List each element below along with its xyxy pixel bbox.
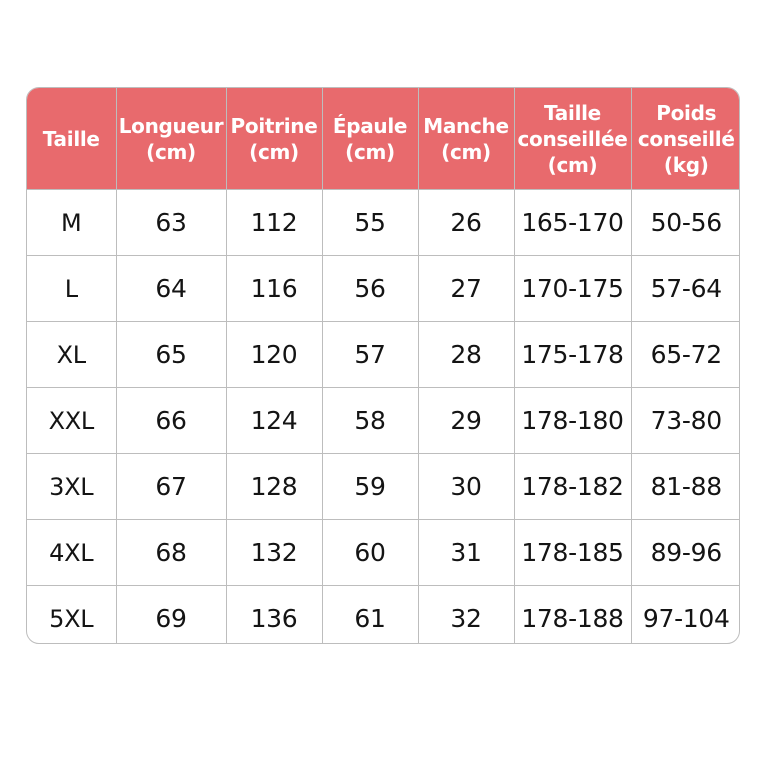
cell-epaule: 57 xyxy=(322,322,418,388)
cell-taille-conseillee: 178-188 xyxy=(514,586,631,645)
cell-longueur: 65 xyxy=(116,322,226,388)
table-row xyxy=(27,190,740,256)
cell-epaule: 58 xyxy=(322,388,418,454)
header-line: Poitrine xyxy=(230,113,318,138)
cell-poitrine: 132 xyxy=(226,520,322,586)
cell-manche: 28 xyxy=(418,322,514,388)
cell-longueur: 69 xyxy=(116,586,226,645)
cell-taille-conseillee: 178-182 xyxy=(514,454,631,520)
cell-longueur: 63 xyxy=(116,190,226,256)
header-poids-conseille xyxy=(631,88,740,190)
cell-taille: 5XL xyxy=(27,586,116,645)
header-taille xyxy=(27,88,116,190)
header-row xyxy=(27,88,740,190)
cell-taille: M xyxy=(27,190,116,256)
table-row xyxy=(27,454,740,520)
header-longueur xyxy=(116,88,226,190)
cell-poids-conseille: 97-104 xyxy=(642,604,730,633)
table-row xyxy=(27,520,740,586)
header-line: (cm) xyxy=(441,139,491,164)
cell-poids-conseille: 65-72 xyxy=(631,322,740,388)
cell-poids-conseille: 89-96 xyxy=(631,520,740,586)
cell-epaule: 61 xyxy=(322,586,418,645)
table-row xyxy=(27,322,740,388)
header-line: Taille xyxy=(42,126,100,151)
header-line: (cm) xyxy=(345,139,395,164)
cell-epaule: 60 xyxy=(322,520,418,586)
cell-manche: 27 xyxy=(418,256,514,322)
cell-manche: 29 xyxy=(418,388,514,454)
header-line: Taille xyxy=(544,100,601,125)
cell-taille-conseillee: 175-178 xyxy=(514,322,631,388)
cell-taille: 4XL xyxy=(27,520,116,586)
cell-taille: L xyxy=(27,256,116,322)
cell-poids-conseille: 81-88 xyxy=(631,454,740,520)
cell-poitrine: 116 xyxy=(226,256,322,322)
size-table xyxy=(27,88,740,644)
cell-epaule: 56 xyxy=(322,256,418,322)
cell-taille-conseillee: 165-170 xyxy=(514,190,631,256)
table-row xyxy=(27,388,740,454)
cell-poitrine: 136 xyxy=(226,586,322,645)
table-row xyxy=(27,256,740,322)
cell-poitrine: 120 xyxy=(226,322,322,388)
header-manche xyxy=(418,88,514,190)
cell-poids-conseille: 50-56 xyxy=(631,190,740,256)
header-line: conseillée xyxy=(517,126,628,151)
header-line: (cm) xyxy=(249,139,299,164)
header-line: Poids xyxy=(656,100,717,125)
cell-manche: 31 xyxy=(418,520,514,586)
cell-poids-conseille: 73-80 xyxy=(631,388,740,454)
header-taille-conseillee xyxy=(514,88,631,190)
cell-longueur: 67 xyxy=(116,454,226,520)
cell-longueur: 64 xyxy=(116,256,226,322)
header-line: Manche xyxy=(423,113,509,138)
cell-taille-conseillee: 178-185 xyxy=(514,520,631,586)
cell-epaule: 59 xyxy=(322,454,418,520)
cell-taille-conseillee: 178-180 xyxy=(514,388,631,454)
cell-poitrine: 128 xyxy=(226,454,322,520)
cell-longueur: 66 xyxy=(116,388,226,454)
cell-manche: 32 xyxy=(418,586,514,645)
cell-taille-conseillee: 170-175 xyxy=(514,256,631,322)
cell-epaule: 55 xyxy=(322,190,418,256)
header-line: (cm) xyxy=(146,139,196,164)
cell-taille: XXL xyxy=(27,388,116,454)
cell-poitrine: 112 xyxy=(226,190,322,256)
cell-manche: 30 xyxy=(418,454,514,520)
table-row xyxy=(27,586,740,645)
header-poitrine xyxy=(226,88,322,190)
size-chart xyxy=(26,87,740,644)
cell-taille: 3XL xyxy=(27,454,116,520)
header-line: Longueur xyxy=(118,113,224,138)
header-line: conseillé xyxy=(637,126,735,151)
cell-poids-conseille: 57-64 xyxy=(631,256,740,322)
cell-taille: XL xyxy=(27,322,116,388)
cell-manche: 26 xyxy=(418,190,514,256)
header-line: Épaule xyxy=(332,113,408,138)
header-epaule xyxy=(322,88,418,190)
header-line: (kg) xyxy=(663,152,709,177)
cell-poitrine: 124 xyxy=(226,388,322,454)
header-line: (cm) xyxy=(547,152,598,177)
cell-longueur: 68 xyxy=(116,520,226,586)
